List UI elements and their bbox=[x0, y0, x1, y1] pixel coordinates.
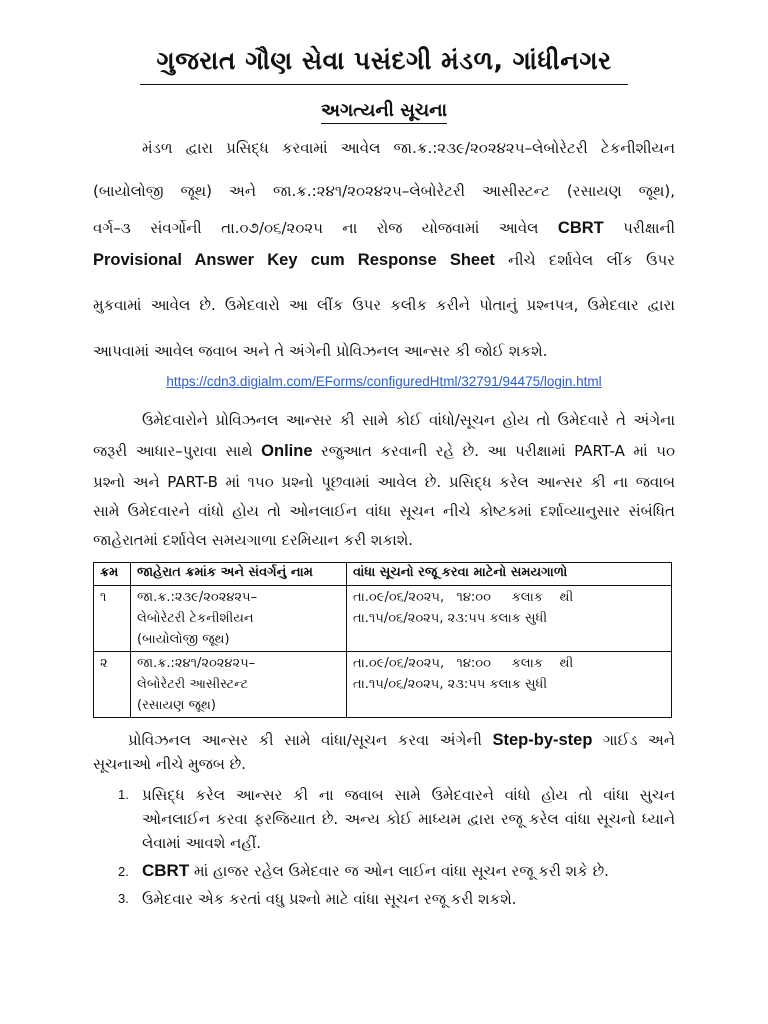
paragraph-2-line-4: સામે ઉમેદવારને વાંધો હોય તો ઓનલાઈન વાંધા સૂચન નીચે કોષ્ટકમાં દર્શાવ્યાનુસાર સંબંધિત bbox=[93, 502, 675, 520]
paragraph-1-line-5: મુકવામાં આવેલ છે. ઉમેદવારો આ લીંક ઉપર કલીક કરીને પોતાનું પ્રશ્નપત્ર, ઉમેદવાર દ્વારા bbox=[93, 296, 675, 314]
schedule-table bbox=[93, 562, 672, 718]
list-item-line bbox=[142, 861, 675, 881]
header-serial: ક્રમ bbox=[94, 563, 131, 586]
cell-line: તા.૧૫/૦૬/૨૦૨૫, ૨૩:૫૫ કલાક સુધી bbox=[353, 611, 548, 626]
list-item-line: ઉમેદવાર એક કરતાં વધુ પ્રશ્નો માટે વાંધા સૂચન રજૂ કરી શકશે. bbox=[142, 890, 517, 908]
bold-term: CBRT bbox=[142, 861, 190, 880]
cell-advertisement bbox=[131, 586, 347, 652]
list-number: 3. bbox=[118, 891, 129, 906]
header-period: વાંધા સૂચનો રજૂ કરવા માટેનો સમયગાળો bbox=[347, 563, 672, 586]
table-row bbox=[94, 586, 672, 652]
bold-term: Online bbox=[261, 442, 313, 460]
paragraph-1-line-3 bbox=[93, 219, 675, 238]
cell-line: જા.ક્ર.:૨૪૧/૨૦૨૪૨૫– bbox=[137, 656, 256, 671]
list-item-line: ઓનલાઈન કરવા ફરજિયાત છે. અન્ય કોઈ માધ્યમ દ્વારા રજૂ કરેલ વાંધા સૂચનો ધ્યાને bbox=[142, 810, 675, 828]
notice-heading-text: અગત્યની સૂચના bbox=[321, 100, 447, 124]
paragraph-1-line-2: (બાયોલોજી જૂથ) અને જા.ક્ર.:૨૪૧/૨૦૨૪૨૫–લેબોરેટરી આસીસ્ટન્ટ (રસાયણ જૂથ), bbox=[93, 182, 675, 200]
cell-period bbox=[347, 586, 672, 652]
cell-advertisement bbox=[131, 652, 347, 718]
cell-line: જા.ક્ર.:૨૩૯/૨૦૨૪૨૫– bbox=[137, 590, 258, 605]
answer-key-link[interactable]: https://cdn3.digialm.com/EForms/configuredHtml/32791/94475/login.html bbox=[166, 374, 602, 389]
cell-serial: ૧ bbox=[94, 586, 131, 652]
text-span: પરીક્ષાની bbox=[603, 219, 675, 237]
bold-term: Step-by-step bbox=[492, 731, 593, 749]
guide-line-1 bbox=[128, 731, 675, 750]
title-underline bbox=[140, 84, 628, 85]
bold-term: Provisional Answer Key cum Response Sheet bbox=[93, 251, 495, 269]
paragraph-1-line-6: આપવામાં આવેલ જવાબ અને તે અંગેની પ્રોવિઝનલ આન્સર કી જોઈ શકશે. bbox=[93, 342, 548, 360]
cell-period bbox=[347, 652, 672, 718]
cell-line: (બાયોલોજી જૂથ) bbox=[137, 632, 230, 647]
paragraph-1-line-1: મંડળ દ્વારા પ્રસિદ્ધ કરવામાં આવેલ જા.ક્ર.:૨૩૯/૨૦૨૪૨૫–લેબોરેટરી ટેકનીશીયન bbox=[142, 139, 675, 157]
text-span: ગાઈડ અને bbox=[592, 731, 675, 749]
text-span: વર્ગ–૩ સંવર્ગોની તા.૦૭/૦૬/૨૦૨૫ ના રોજ યોજવામાં આવેલ bbox=[93, 219, 558, 237]
list-item-line: લેવામાં આવશે નહીં. bbox=[142, 834, 262, 852]
cell-line: તા.૦૯/૦૬/૨૦૨૫, ૧૪:૦૦ કલાક થી bbox=[353, 656, 574, 671]
cell-line: લેબોરેટરી આસીસ્ટન્ટ bbox=[137, 677, 249, 692]
text-span: નીચે દર્શાવેલ લીંક ઉપર bbox=[494, 251, 675, 269]
paragraph-2-line-5: જાહેરાતમાં દર્શાવેલ સમયગાળા દરમિયાન કરી શકાશે. bbox=[93, 531, 414, 549]
table-row bbox=[94, 652, 672, 718]
table-header-row bbox=[94, 563, 672, 586]
guide-line-2: સૂચનાઓ નીચે મુજબ છે. bbox=[93, 755, 247, 773]
notice-heading bbox=[0, 100, 768, 121]
text-span: જરૂરી આધાર–પુરાવા સાથે bbox=[93, 442, 262, 460]
list-number: 2. bbox=[118, 864, 129, 879]
cell-line: લેબોરેટરી ટેકનીશીયન bbox=[137, 611, 254, 626]
paragraph-2-line-3: પ્રશ્નો અને PART-B માં ૧૫૦ પ્રશ્નો પૂછવામાં આવેલ છે. પ્રસિદ્ધ કરેલ આન્સર કી ના જવાબ bbox=[93, 473, 675, 491]
text-span: માં હાજર રહેલ ઉમેદવાર જ ઓન લાઈન વાંધા સૂચન રજૂ કરી શકે છે. bbox=[189, 862, 609, 880]
bold-term: CBRT bbox=[557, 219, 604, 237]
list-item-line: પ્રસિદ્ધ કરેલ આન્સર કી ના જવાબ સામે ઉમેદવારને વાંધો હોય તો વાંધા સુચન bbox=[142, 786, 675, 804]
paragraph-2-line-2 bbox=[93, 442, 675, 461]
cell-serial: ૨ bbox=[94, 652, 131, 718]
cell-line: તા.૧૫/૦૬/૨૦૨૫, ૨૩:૫૫ કલાક સુધી bbox=[353, 677, 548, 692]
header-advertisement: જાહેરાત ક્રમાંક અને સંવર્ગનું નામ bbox=[131, 563, 347, 586]
page-title: ગુજરાત ગૌણ સેવા પસંદગી મંડળ, ગાંધીનગર bbox=[156, 46, 612, 75]
cell-line: તા.૦૯/૦૬/૨૦૨૫, ૧૪:૦૦ કલાક થી bbox=[353, 590, 574, 605]
text-span: પ્રોવિઝનલ આન્સર કી સામે વાંધા/સૂચન કરવા અંગેની bbox=[128, 731, 493, 749]
paragraph-1-line-4 bbox=[93, 251, 675, 270]
paragraph-2-line-1: ઉમેદવારોને પ્રોવિઝનલ આન્સર કી સામે કોઈ વાંધો/સૂચન હોય તો ઉમેદવારે તે અંગેના bbox=[142, 411, 675, 429]
cell-line: (રસાયણ જૂથ) bbox=[137, 698, 216, 713]
text-span: રજુઆત કરવાની રહે છે. આ પરીક્ષામાં PART-A માં ૫૦ bbox=[312, 442, 676, 460]
list-number: 1. bbox=[118, 787, 129, 802]
